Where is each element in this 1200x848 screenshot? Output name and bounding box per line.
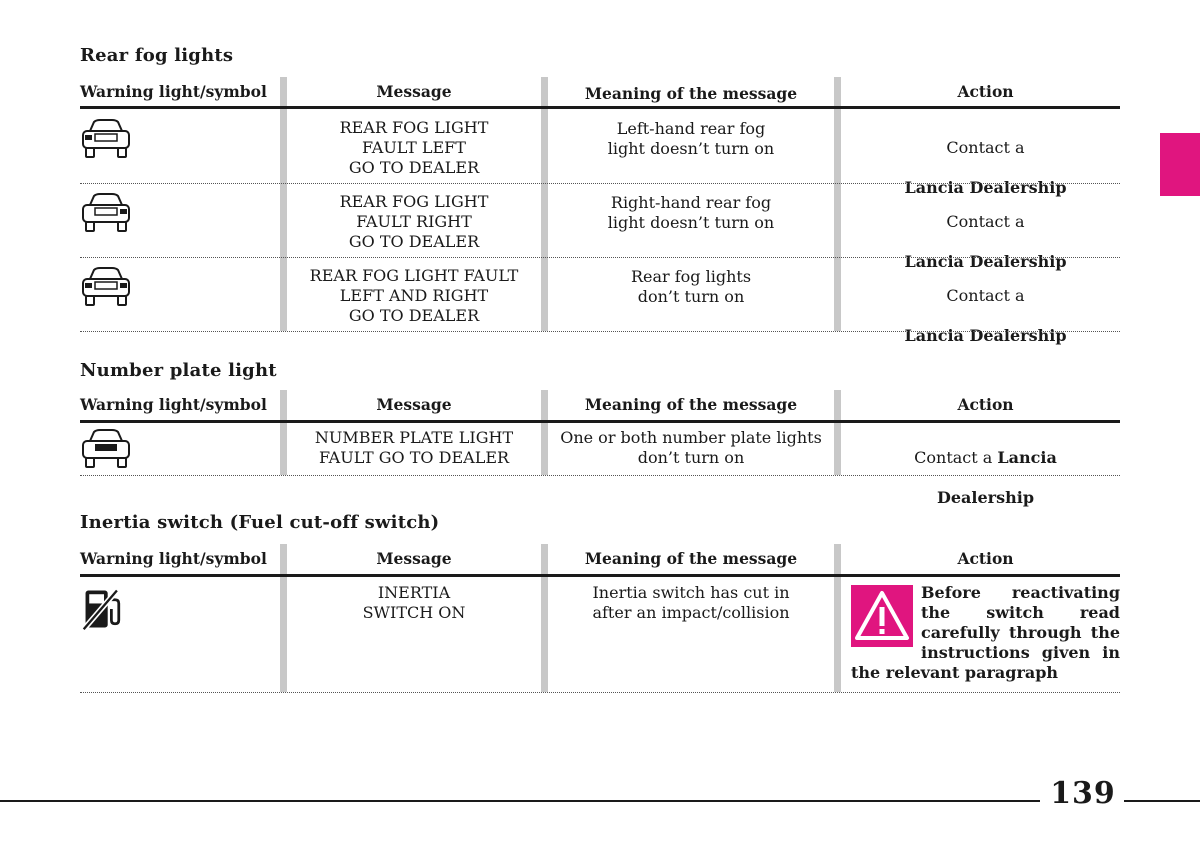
message-text: INERTIA SWITCH ON xyxy=(362,583,466,622)
rear-car-plate-icon xyxy=(80,429,132,469)
fuel-pump-cutoff-icon xyxy=(80,585,128,633)
header-symbol: Warning light/symbol xyxy=(80,395,267,414)
table-header xyxy=(80,544,1120,578)
header-meaning: Meaning of the message xyxy=(584,549,798,568)
header-action: Action xyxy=(957,395,1014,414)
action-text xyxy=(841,183,1130,271)
action-bold: Lancia Dealership xyxy=(904,178,1067,197)
header-meaning: Meaning of the message xyxy=(584,84,798,103)
header-meaning: Meaning of the message xyxy=(584,395,798,414)
table-inertia-switch xyxy=(80,544,1120,694)
section-title-inertia-switch: Inertia switch (Fuel cut-off switch) xyxy=(80,512,440,533)
warning-triangle-icon xyxy=(851,585,913,647)
footer-rule-left xyxy=(0,800,1040,802)
header-message: Message xyxy=(376,82,452,101)
meaning-text: One or both number plate lights don’t turn on xyxy=(560,428,822,467)
row-divider xyxy=(80,331,1120,332)
action-text xyxy=(841,423,1130,507)
table-row xyxy=(80,423,1120,507)
meaning-text: Inertia switch has cut in after an impact/collision xyxy=(592,583,790,622)
message-text: REAR FOG LIGHT FAULT LEFT AND RIGHT GO TO DEALER xyxy=(309,266,519,325)
rear-car-fog-left-icon xyxy=(80,119,132,159)
meaning-text: Rear fog lights don’t turn on xyxy=(630,267,752,306)
footer-rule-right xyxy=(1124,800,1200,802)
table-number-plate-light xyxy=(80,390,1120,507)
section-title-number-plate-light: Number plate light xyxy=(80,360,277,381)
meaning-text: Right-hand rear fog light doesn’t turn on xyxy=(607,193,775,232)
header-action: Action xyxy=(957,549,1014,568)
header-action: Action xyxy=(957,82,1014,101)
action-plain: Contact a xyxy=(946,138,1025,157)
table-row xyxy=(80,257,1120,345)
header-symbol: Warning light/symbol xyxy=(80,549,267,568)
rear-car-fog-right-icon xyxy=(80,193,132,233)
header-symbol: Warning light/symbol xyxy=(80,82,267,101)
section-title-rear-fog-lights: Rear fog lights xyxy=(80,45,234,66)
chapter-tab xyxy=(1160,133,1200,196)
action-plain: Contact a xyxy=(946,212,1025,231)
meaning-text: Left-hand rear fog light doesn’t turn on xyxy=(607,119,775,158)
row-divider xyxy=(80,692,1120,693)
action-bold: Lancia Dealership xyxy=(904,326,1067,345)
message-text: REAR FOG LIGHT FAULT RIGHT GO TO DEALER xyxy=(339,192,489,251)
page-number: 139 xyxy=(1050,776,1116,811)
table-row xyxy=(80,109,1120,197)
warning-text: Before reactivating the switch read carefully through the instructions given in the relevant paragraph xyxy=(851,583,1120,682)
message-text: REAR FOG LIGHT FAULT LEFT GO TO DEALER xyxy=(339,118,489,177)
action-bold-2: Dealership xyxy=(936,488,1034,507)
action-bold: Lancia Dealership xyxy=(904,252,1067,271)
header-message: Message xyxy=(376,395,452,414)
message-text: NUMBER PLATE LIGHT FAULT GO TO DEALER xyxy=(314,428,514,467)
action-bold: Lancia xyxy=(997,448,1057,467)
table-row xyxy=(80,183,1120,271)
header-message: Message xyxy=(376,549,452,568)
action-warning xyxy=(851,577,1120,692)
action-plain: Contact a xyxy=(946,286,1025,305)
table-row xyxy=(80,577,1120,692)
action-plain: Contact a xyxy=(914,448,998,467)
action-text xyxy=(841,257,1130,345)
row-divider xyxy=(80,475,1120,476)
table-rear-fog-lights xyxy=(80,77,1120,345)
table-header xyxy=(80,390,1120,424)
rear-car-fog-both-icon xyxy=(80,267,132,307)
action-text xyxy=(841,109,1130,197)
